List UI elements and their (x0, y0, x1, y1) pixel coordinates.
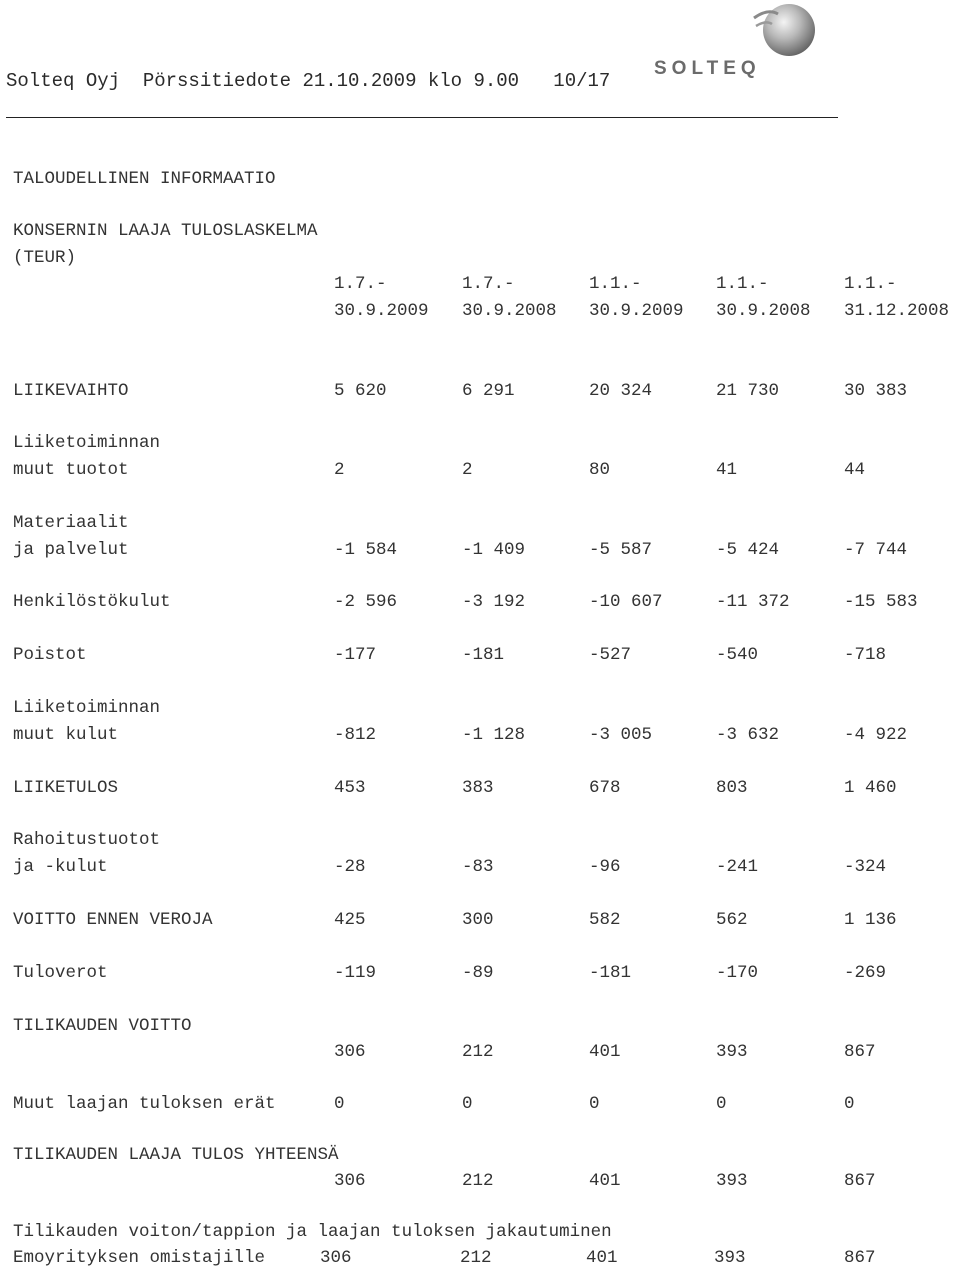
row-value: -2 596 (334, 592, 398, 612)
row-label: Rahoitustuotot (13, 830, 161, 850)
row-value: -527 (589, 645, 632, 665)
row-value: 0 (334, 1094, 345, 1114)
row-value: 0 (716, 1094, 727, 1114)
row-value: -15 583 (844, 592, 918, 612)
period-to: 31.12.2008 (844, 301, 950, 321)
header-divider (6, 117, 838, 118)
row-value: 401 (589, 1171, 621, 1191)
row-label: Poistot (13, 645, 87, 665)
section-title: TALOUDELLINEN INFORMAATIO (13, 169, 276, 189)
period-to: 30.9.2009 (334, 301, 429, 321)
row-value: -241 (716, 857, 759, 877)
row-value: 453 (334, 778, 366, 798)
row-label: LIIKETULOS (13, 778, 119, 798)
row-value: -119 (334, 963, 377, 983)
row-value: 300 (462, 910, 494, 930)
row-label: LIIKEVAIHTO (13, 381, 129, 401)
row-value: 0 (844, 1094, 855, 1114)
row-value: 582 (589, 910, 621, 930)
row-value: -7 744 (844, 540, 908, 560)
row-label: VOITTO ENNEN VEROJA (13, 910, 213, 930)
row-value: -812 (334, 725, 377, 745)
period-from: 1.1.- (844, 274, 897, 294)
row-label: Materiaalit (13, 513, 129, 533)
company-logo (650, 2, 830, 92)
row-value: -83 (462, 857, 494, 877)
period-from: 1.7.- (462, 274, 515, 294)
row-value: 41 (716, 460, 738, 480)
row-value: -177 (334, 645, 377, 665)
row-value: -10 607 (589, 592, 663, 612)
row-label: Henkilöstökulut (13, 592, 171, 612)
row-value: 803 (716, 778, 748, 798)
header-text: Solteq Oyj Pörssitiedote 21.10.2009 klo 9.00 10/17 (6, 70, 611, 92)
row-value: 0 (589, 1094, 600, 1114)
row-value: -4 922 (844, 725, 908, 745)
row-label: Muut laajan tuloksen erät (13, 1094, 276, 1114)
table-title: KONSERNIN LAAJA TULOSLASKELMA (13, 221, 318, 241)
row-value: -540 (716, 645, 759, 665)
row-label: Liiketoiminnan (13, 433, 161, 453)
row-value: 678 (589, 778, 621, 798)
row-value: -324 (844, 857, 887, 877)
row-value: 80 (589, 460, 611, 480)
row-value: 20 324 (589, 381, 653, 401)
row-value: 393 (716, 1171, 748, 1191)
row-value: -1 584 (334, 540, 398, 560)
period-to: 30.9.2008 (716, 301, 811, 321)
row-label: ja palvelut (13, 540, 129, 560)
row-value: 306 (334, 1171, 366, 1191)
row-value: 212 (462, 1171, 494, 1191)
row-value: -718 (844, 645, 887, 665)
row-value: 44 (844, 460, 866, 480)
row-value: -11 372 (716, 592, 790, 612)
row-value: -28 (334, 857, 366, 877)
row-label: Tuloverot (13, 963, 108, 983)
row-value: -3 005 (589, 725, 653, 745)
period-to: 30.9.2008 (462, 301, 557, 321)
row-label: Liiketoiminnan (13, 698, 161, 718)
row-label: ja -kulut (13, 857, 108, 877)
row-value: -181 (589, 963, 632, 983)
period-from: 1.1.- (716, 274, 769, 294)
row-label: TILIKAUDEN LAAJA TULOS YHTEENSÄ (13, 1145, 339, 1165)
row-value: 2 (334, 460, 345, 480)
row-value: 212 (460, 1248, 492, 1268)
row-value: 425 (334, 910, 366, 930)
row-value: -89 (462, 963, 494, 983)
row-value: 306 (334, 1042, 366, 1062)
row-value: 0 (462, 1094, 473, 1114)
row-value: -5 587 (589, 540, 653, 560)
row-label: muut kulut (13, 725, 119, 745)
logo-wordmark: SOLTEQ (654, 58, 761, 79)
row-value: -269 (844, 963, 887, 983)
row-value: 2 (462, 460, 473, 480)
row-label: TILIKAUDEN VOITTO (13, 1016, 192, 1036)
period-from: 1.7.- (334, 274, 387, 294)
row-value: 562 (716, 910, 748, 930)
row-value: 30 383 (844, 381, 908, 401)
row-value: -5 424 (716, 540, 780, 560)
row-value: -3 632 (716, 725, 780, 745)
unit-label: (TEUR) (13, 248, 77, 268)
row-value: -181 (462, 645, 505, 665)
row-value: 393 (716, 1042, 748, 1062)
row-value: 1 460 (844, 778, 897, 798)
row-value: 867 (844, 1248, 876, 1268)
period-to: 30.9.2009 (589, 301, 684, 321)
row-value: 1 136 (844, 910, 897, 930)
row-label: Emoyrityksen omistajille (13, 1248, 266, 1268)
row-value: 21 730 (716, 381, 780, 401)
row-value: 393 (714, 1248, 746, 1268)
period-from: 1.1.- (589, 274, 642, 294)
row-value: 306 (320, 1248, 352, 1268)
allocation-title: Tilikauden voiton/tappion ja laajan tuloksen jakautuminen (13, 1222, 612, 1242)
row-value: 212 (462, 1042, 494, 1062)
row-value: -3 192 (462, 592, 526, 612)
row-label: muut tuotot (13, 460, 129, 480)
row-value: 5 620 (334, 381, 387, 401)
row-value: 401 (589, 1042, 621, 1062)
row-value: -170 (716, 963, 759, 983)
row-value: 6 291 (462, 381, 515, 401)
row-value: -1 128 (462, 725, 526, 745)
row-value: -1 409 (462, 540, 526, 560)
row-value: 401 (586, 1248, 618, 1268)
row-value: 867 (844, 1171, 876, 1191)
row-value: -96 (589, 857, 621, 877)
row-value: 867 (844, 1042, 876, 1062)
row-value: 383 (462, 778, 494, 798)
